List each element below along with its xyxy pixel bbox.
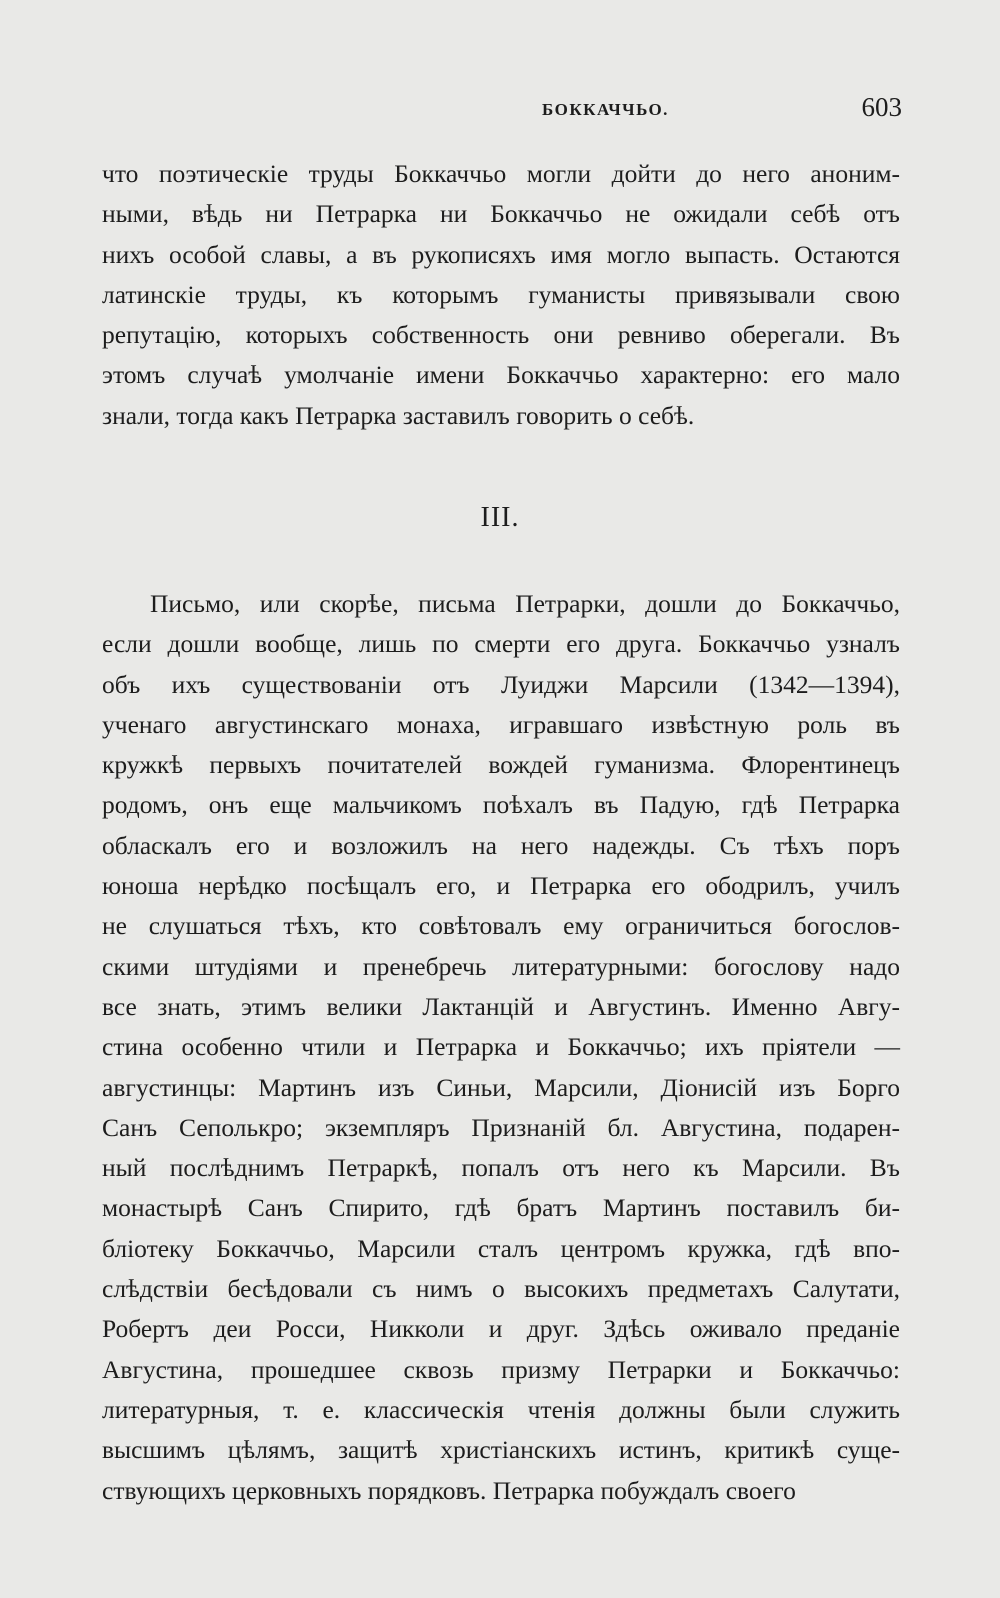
text-line: высшимъ цѣлямъ, защитѣ христіанскихъ истинъ, критикѣ суще- (102, 1435, 900, 1465)
text-line: знали, тогда какъ Петрарка заставилъ говорить о себѣ. (102, 400, 695, 430)
text-line: Письмо, или скорѣе, письма Петрарки, дошли до Боккаччьо, (150, 589, 900, 618)
text-line: ученаго августинскаго монаха, игравшаго извѣстную роль въ (102, 709, 900, 739)
text-line: бліотеку Боккаччьо, Марсили сталъ центромъ кружка, гдѣ впо- (102, 1233, 900, 1263)
text-line: литературныя, т. е. классическія чтенія должны были служить (102, 1394, 900, 1424)
text-line: репутацію, которыхъ собственность они ревниво оберегали. Въ (102, 320, 900, 350)
text-line: объ ихъ существованіи отъ Луиджи Марсили (1342—1394), (102, 669, 900, 699)
running-head: БОККАЧЧЬО. (542, 100, 669, 119)
text-line: скими штудіями и пренебречь литературными: богослову надо (102, 951, 900, 981)
text-line: Санъ Сеполькро; экземпляръ Признаній бл. Августина, подарен- (102, 1112, 900, 1142)
text-line: кружкѣ первыхъ почитателей вождей гуманизма. Флорентинецъ (102, 750, 900, 780)
page-header (102, 92, 902, 132)
text-line: что поэтическіе труды Боккаччьо могли дойти до него аноним- (102, 159, 900, 188)
text-line: не слушаться тѣхъ, кто совѣтовалъ ему ограничиться богослов- (102, 911, 900, 941)
text-line: если дошли вообще, лишь по смерти его друга. Боккаччьо узналъ (102, 629, 900, 659)
text-line: Робертъ деи Росси, Никколи и друг. Здѣсь оживало преданіе (102, 1314, 900, 1344)
section-heading: III. (480, 502, 520, 533)
text-line: обласкалъ его и возложилъ на него надежды. Съ тѣхъ поръ (102, 830, 900, 860)
text-line: Августина, прошедшее сквозь призму Петрарки и Боккаччьо: (102, 1354, 900, 1384)
text-line: слѣдствіи бесѣдовали съ нимъ о высокихъ предметахъ Салутати, (102, 1274, 900, 1304)
text-line: все знать, этимъ велики Лактанцій и Августинъ. Именно Авгу- (102, 991, 900, 1021)
page-number: 603 (861, 92, 902, 122)
paragraph-section-3 (102, 584, 900, 1511)
text-line: ный послѣднимъ Петраркѣ, попалъ отъ него къ Марсили. Въ (102, 1153, 900, 1183)
text-line: стина особенно чтили и Петрарка и Боккаччьо; ихъ пріятели — (102, 1032, 900, 1062)
text-line: ными, вѣдь ни Петрарка ни Боккаччьо не ожидали себѣ отъ (102, 199, 900, 229)
text-line: юноша нерѣдко посѣщалъ его, и Петрарка его ободрилъ, училъ (102, 871, 900, 901)
text-line: латинскіе труды, къ которымъ гуманисты привязывали свою (102, 279, 900, 309)
text-line: ствующихъ церковныхъ порядковъ. Петрарка побуждалъ своего (102, 1475, 796, 1505)
text-line: родомъ, онъ еще мальчикомъ поѣхалъ въ Падую, гдѣ Петрарка (102, 790, 900, 820)
text-line: монастырѣ Санъ Спирито, гдѣ братъ Мартинъ поставилъ би- (102, 1193, 900, 1223)
paragraph-continuation (102, 154, 900, 436)
text-line: этомъ случаѣ умолчаніе имени Боккаччьо характерно: его мало (102, 360, 900, 390)
text-line: нихъ особой славы, а въ рукописяхъ имя могло выпасть. Остаются (102, 239, 900, 269)
text-line: августинцы: Мартинъ изъ Синьи, Марсили, Діонисій изъ Борго (102, 1072, 900, 1102)
